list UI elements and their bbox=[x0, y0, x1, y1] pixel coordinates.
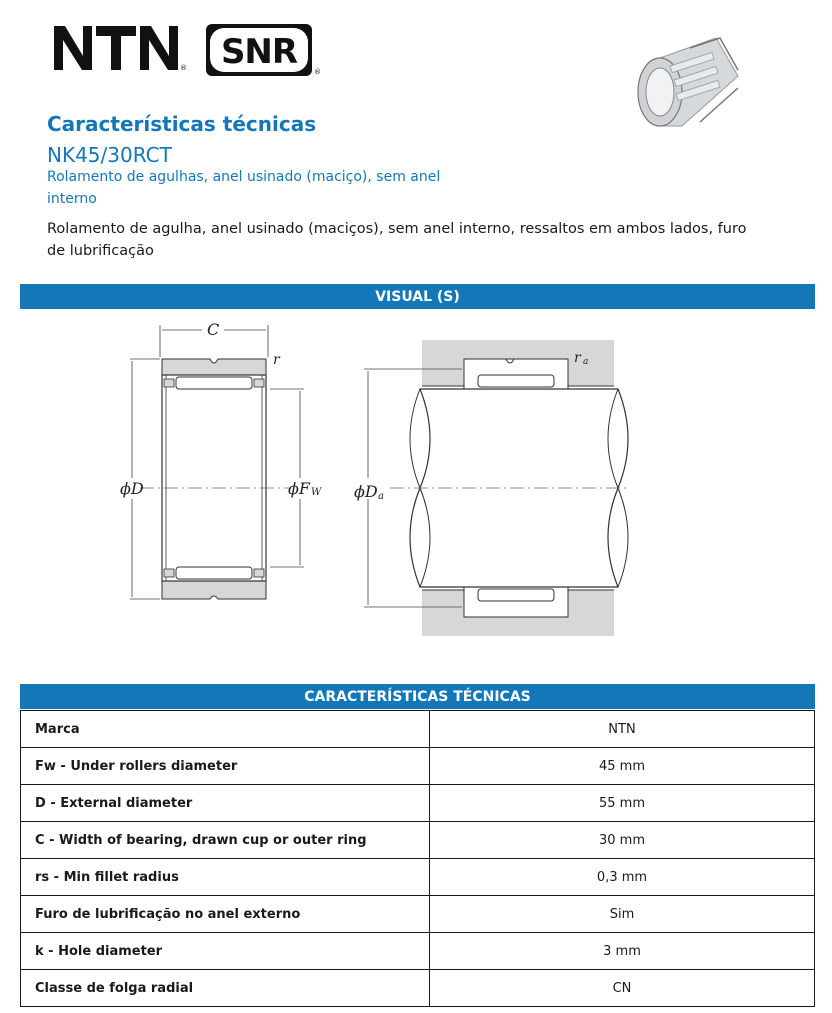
product-description: Rolamento de agulha, anel usinado (maciços), sem anel interno, ressaltos em ambos lados, furo de lubrificação bbox=[47, 221, 747, 259]
product-subtitle: Rolamento de agulhas, anel usinado (maciço), sem anel interno bbox=[47, 169, 441, 207]
dim-label-ra: r bbox=[574, 350, 581, 366]
spec-label: rs - Min fillet radius bbox=[21, 859, 430, 896]
table-row bbox=[21, 822, 815, 859]
table-row bbox=[21, 933, 815, 970]
dim-label-c: C bbox=[207, 320, 220, 339]
table-row bbox=[21, 859, 815, 896]
spec-label: Furo de lubrificação no anel externo bbox=[21, 896, 430, 933]
spec-label: C - Width of bearing, drawn cup or outer ring bbox=[21, 822, 430, 859]
snr-logo bbox=[204, 22, 324, 78]
spec-label: Marca bbox=[21, 711, 430, 748]
dim-label-fw: ϕF bbox=[288, 479, 311, 498]
dim-label-ra-sub: a bbox=[583, 357, 589, 367]
table-row bbox=[21, 896, 815, 933]
page-title: Características técnicas bbox=[47, 112, 317, 136]
bearing-product-image bbox=[630, 30, 750, 135]
table-row bbox=[21, 785, 815, 822]
svg-text:®: ® bbox=[180, 64, 187, 72]
ntn-logo bbox=[52, 22, 192, 78]
dim-label-d: ϕD bbox=[120, 479, 144, 498]
technical-drawing bbox=[90, 315, 650, 645]
spec-label: D - External diameter bbox=[21, 785, 430, 822]
spec-label: Fw - Under rollers diameter bbox=[21, 748, 430, 785]
spec-value: Sim bbox=[430, 896, 815, 933]
spec-label: k - Hole diameter bbox=[21, 933, 430, 970]
table-row bbox=[21, 970, 815, 1007]
spec-value: CN bbox=[430, 970, 815, 1007]
product-model: NK45/30RCT bbox=[47, 143, 172, 167]
visual-section-header: VISUAL (S) bbox=[20, 284, 815, 309]
spec-label: Classe de folga radial bbox=[21, 970, 430, 1007]
spec-value: 3 mm bbox=[430, 933, 815, 970]
table-row bbox=[21, 711, 815, 748]
spec-value: NTN bbox=[430, 711, 815, 748]
dim-label-da: ϕD bbox=[354, 482, 378, 501]
svg-text:®: ® bbox=[314, 68, 321, 76]
spec-value: 45 mm bbox=[430, 748, 815, 785]
dim-label-r: r bbox=[273, 352, 280, 368]
svg-text:SNR: SNR bbox=[220, 32, 298, 72]
specs-section-header: CARACTERÍSTICAS TÉCNICAS bbox=[20, 684, 815, 709]
table-row bbox=[21, 748, 815, 785]
spec-value: 0,3 mm bbox=[430, 859, 815, 896]
spec-value: 55 mm bbox=[430, 785, 815, 822]
spec-value: 30 mm bbox=[430, 822, 815, 859]
dim-label-fw-sub: W bbox=[311, 487, 322, 498]
dim-label-da-sub: a bbox=[378, 491, 384, 502]
specs-table bbox=[20, 710, 815, 1007]
